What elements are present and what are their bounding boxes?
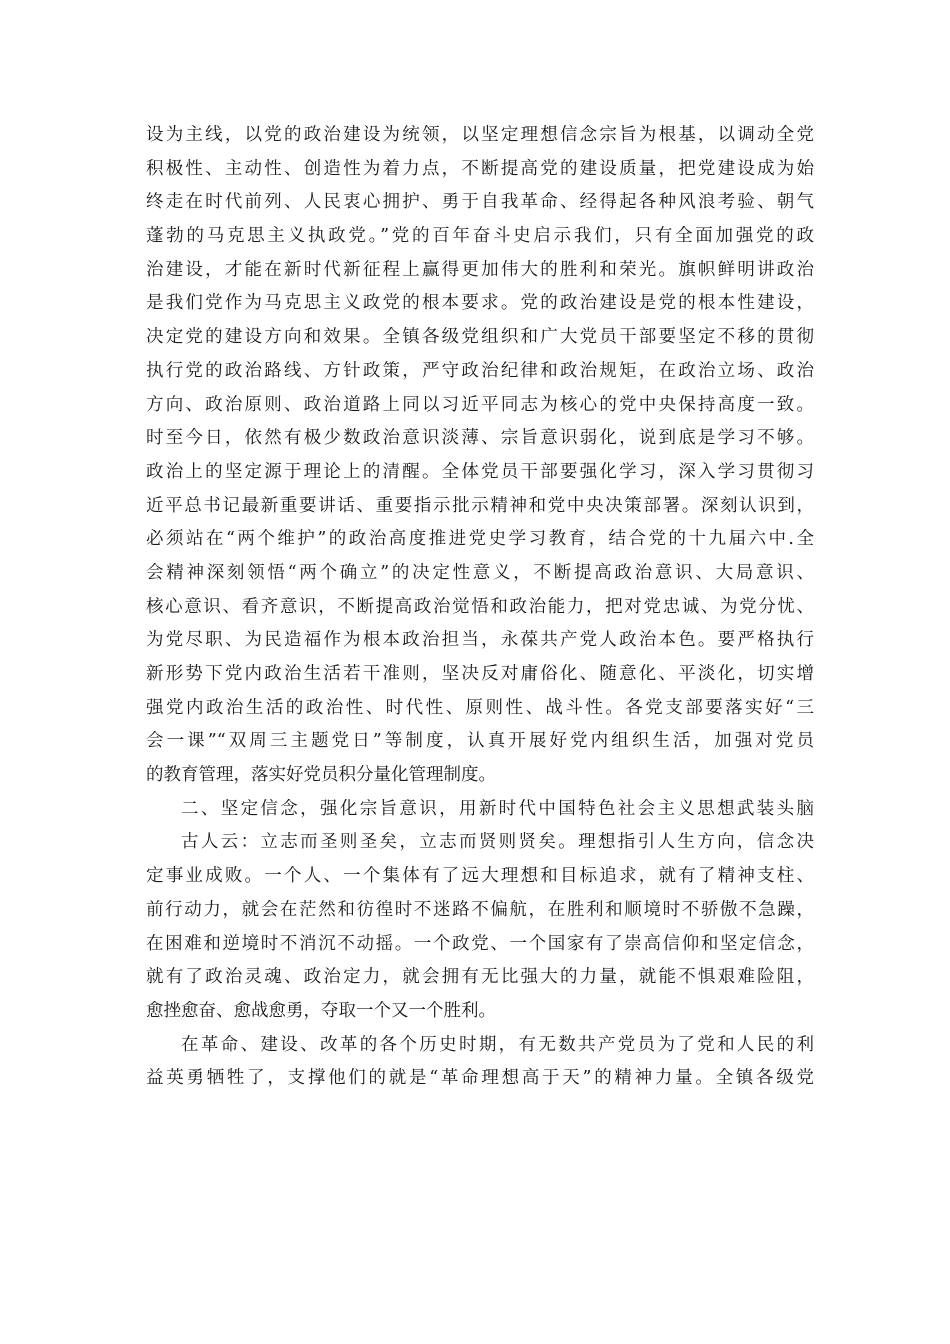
text-line: 定事业成败。一个人、一个集体有了远大理想和目标追求，就有了精神支柱、	[146, 866, 814, 887]
text-line: 时至今日，依然有极少数政治意识淡薄、宗旨意识弱化，说到底是学习不够。	[146, 428, 814, 449]
text-line: 治建设，才能在新时代新征程上赢得更加伟大的胜利和荣光。旗帜鲜明讲政治	[146, 259, 814, 280]
text-line: 新形势下党内政治生活若干准则，坚决反对庸俗化、随意化、平淡化，切实增	[146, 664, 814, 684]
text-line: 为党尽职、为民造福作为根本政治担当，永葆共产党人政治本色。要严格执行	[146, 630, 814, 651]
text-line: 终走在时代前列、人民衷心拥护、勇于自我革命、经得起各种风浪考验、朝气	[146, 192, 814, 213]
text-line: 在困难和逆境时不消沉不动摇。一个政党、一个国家有了崇高信仰和坚定信念，	[146, 933, 814, 954]
text-line: 必须站在“两个维护”的政治高度推进党史学习教育，结合党的十九届六中.全	[146, 529, 814, 550]
text-line: 会一课”“双周三主题党日”等制度，认真开展好党内组织生活，加强对党员	[146, 731, 814, 752]
text-line: 近平总书记最新重要讲话、重要指示批示精神和党中央决策部署。深刻认识到，	[146, 495, 814, 516]
text-line: 政治上的坚定源于理论上的清醒。全体党员干部要强化学习，深入学习贯彻习	[146, 461, 814, 482]
text-line: 强党内政治生活的政治性、时代性、原则性、战斗性。各党支部要落实好“三	[146, 697, 814, 718]
text-line: 方向、政治原则、政治道路上同以习近平同志为核心的党中央保持高度一致。	[146, 394, 814, 415]
text-line: 愈挫愈奋、愈战愈勇，夺取一个又一个胜利。	[146, 1000, 496, 1021]
text-line: 会精神深刻领悟“两个确立”的决定性意义，不断提高政治意识、大局意识、	[146, 562, 814, 583]
text-line: 益英勇牺牲了，支撑他们的就是“革命理想高于天”的精神力量。全镇各级党	[146, 1068, 814, 1089]
text-line: 蓬勃的马克思主义执政党。”党的百年奋斗史启示我们，只有全面加强党的政	[146, 226, 814, 247]
text-line: 是我们党作为马克思主义政党的根本要求。党的政治建设是党的根本性建设，	[146, 293, 814, 314]
text-line: 执行党的政治路线、方针政策，严守政治纪律和政治规矩，在政治立场、政治	[146, 360, 814, 381]
text-line: 在革命、建设、改革的各个历史时期，有无数共产党员为了党和人民的利	[181, 1034, 814, 1055]
text-line: 就有了政治灵魂、政治定力，就会拥有无比强大的力量，就能不惧艰难险阻，	[146, 967, 814, 988]
text-line: 古人云：立志而圣则圣矣，立志而贤则贤矣。理想指引人生方向，信念决	[181, 832, 814, 853]
text-line: 的教育管理，落实好党员积分量化管理制度。	[146, 765, 496, 786]
text-line: 前行动力，就会在茫然和彷徨时不迷路不偏航，在胜利和顺境时不骄傲不急躁，	[146, 899, 814, 920]
text-line: 核心意识、看齐意识，不断提高政治觉悟和政治能力，把对党忠诚、为党分忧、	[146, 596, 814, 617]
text-line: 决定党的建设方向和效果。全镇各级党组织和广大党员干部要坚定不移的贯彻	[146, 327, 814, 348]
document-body	[146, 119, 814, 1096]
text-line: 设为主线，以党的政治建设为统领，以坚定理想信念宗旨为根基，以调动全党	[146, 125, 814, 145]
text-line: 积极性、主动性、创造性为着力点，不断提高党的建设质量，把党建设成为始	[146, 158, 814, 179]
text-line: 二、坚定信念，强化宗旨意识，用新时代中国特色社会主义思想武装头脑	[181, 798, 814, 819]
